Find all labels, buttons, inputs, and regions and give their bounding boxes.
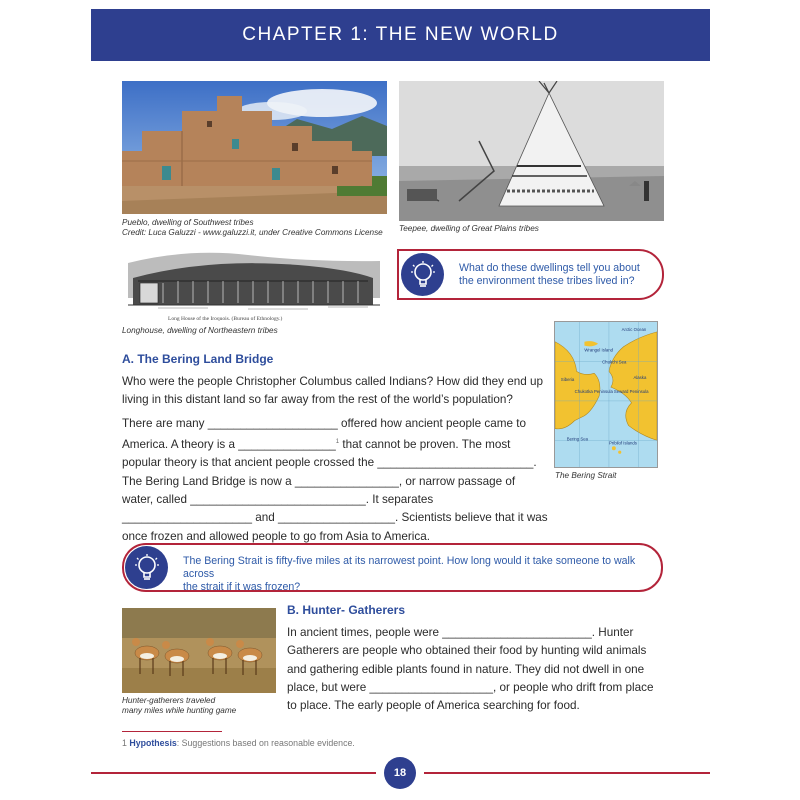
map-label-chukotka: Chukotka Peninsula — [574, 389, 613, 395]
pueblo-caption — [122, 218, 392, 238]
page-number: 18 — [384, 757, 416, 789]
map-label-siberia: Siberia — [560, 377, 575, 383]
lightbulb-icon — [401, 253, 444, 296]
pueblo-caption-line2: Credit: Luca Galuzzi - www.galuzzi.it, under Creative Commons License — [122, 228, 383, 237]
map-label-seward: Seward Peninsula — [613, 389, 649, 395]
callout-text — [459, 262, 640, 288]
section-b-heading: B. Hunter- Gatherers — [287, 603, 406, 617]
section-a-paragraph-2 — [122, 415, 548, 546]
teepee-photo — [399, 81, 664, 221]
map-label-arctic: Arctic Ocean — [621, 326, 647, 332]
bottom-rule-right — [424, 772, 710, 774]
pueblo-caption-line1: Pueblo, dwelling of Southwest tribes — [122, 218, 254, 227]
section-a-paragraph-1: Who were the people Christopher Columbus called Indians? How did they end up living in this distant land so far away from the rest of the world’s population? — [122, 375, 543, 407]
longhouse-caption: Longhouse, dwelling of Northeastern tribes — [122, 326, 278, 335]
section-a-p2-wrap-fix — [548, 487, 549, 488]
chapter-header — [91, 9, 710, 61]
footnote-term: Hypothesis — [129, 738, 177, 748]
section-a-p2-part1: There are many ____________________ offered how ancient people came to America. A theory is a _______________ — [122, 417, 526, 452]
section-a-p2-part2: that cannot be proven. The most popular theory is that ancient people crossed the ________________________. The Bering Land Bridge is now a ________________, or narrow passage of water, called ___________________________. It separates ____________________ and __________________. Scientists believe that it was once frozen and allowed people to go from Asia to America. — [122, 438, 548, 543]
callout-text — [183, 555, 653, 594]
lightbulb-icon — [125, 546, 168, 589]
longhouse-engraving — [128, 243, 380, 327]
chapter-title: CHAPTER 1: THE NEW WORLD — [242, 24, 559, 45]
question-callout-bering — [122, 543, 663, 592]
callout-line1: What do these dwellings tell you about — [459, 262, 640, 274]
question-callout-dwellings — [397, 249, 664, 300]
antelope-caption-line2: many miles while hunting game — [122, 706, 237, 715]
teepee-caption: Teepee, dwelling of Great Plains tribes — [399, 224, 539, 233]
longhouse-inner-caption: Long House of the Iroquois. (Bureau of Ethnology.) — [168, 316, 283, 322]
map-label-chukchi: Chukchi Sea — [602, 359, 627, 365]
antelope-caption — [122, 696, 282, 716]
footnote-text: : Suggestions based on reasonable evidence. — [176, 738, 355, 748]
map-caption: The Bering Strait — [555, 471, 617, 480]
map-label-pribilof: Pribilof Islands — [608, 440, 637, 446]
footnote — [122, 738, 355, 748]
callout-line1: The Bering Strait is fifty-five miles at its narrowest point. How long would it take someone to walk across — [183, 555, 636, 580]
antelope-caption-line1: Hunter-gatherers traveled — [122, 696, 216, 705]
callout-line2: the strait if it was frozen? — [183, 581, 301, 593]
footnote-ref: 1 — [335, 439, 340, 446]
pueblo-photo — [122, 81, 387, 214]
map-label-bering-sea: Bering Sea — [566, 436, 589, 442]
bottom-rule-left — [91, 772, 376, 774]
map-label-alaska: Alaska — [633, 375, 647, 381]
section-a-heading: A. The Bering Land Bridge — [122, 352, 274, 366]
section-b-paragraph: In ancient times, people were _______________________. Hunter Gatherers are people who obtained their food by hunting wild animals and gathering edible plants found in nature. They did not dwell in one place, but were ___________________, or people who drift from place to place. The early people of America searching for food. — [287, 626, 654, 713]
footnote-rule — [122, 731, 222, 732]
antelope-photo — [122, 608, 276, 693]
map-label-wrangel: Wrangel Island — [584, 347, 614, 353]
callout-line2: the environment these tribes lived in? — [459, 275, 635, 287]
bering-strait-map — [554, 321, 658, 468]
footnote-number: 1 — [122, 738, 127, 748]
